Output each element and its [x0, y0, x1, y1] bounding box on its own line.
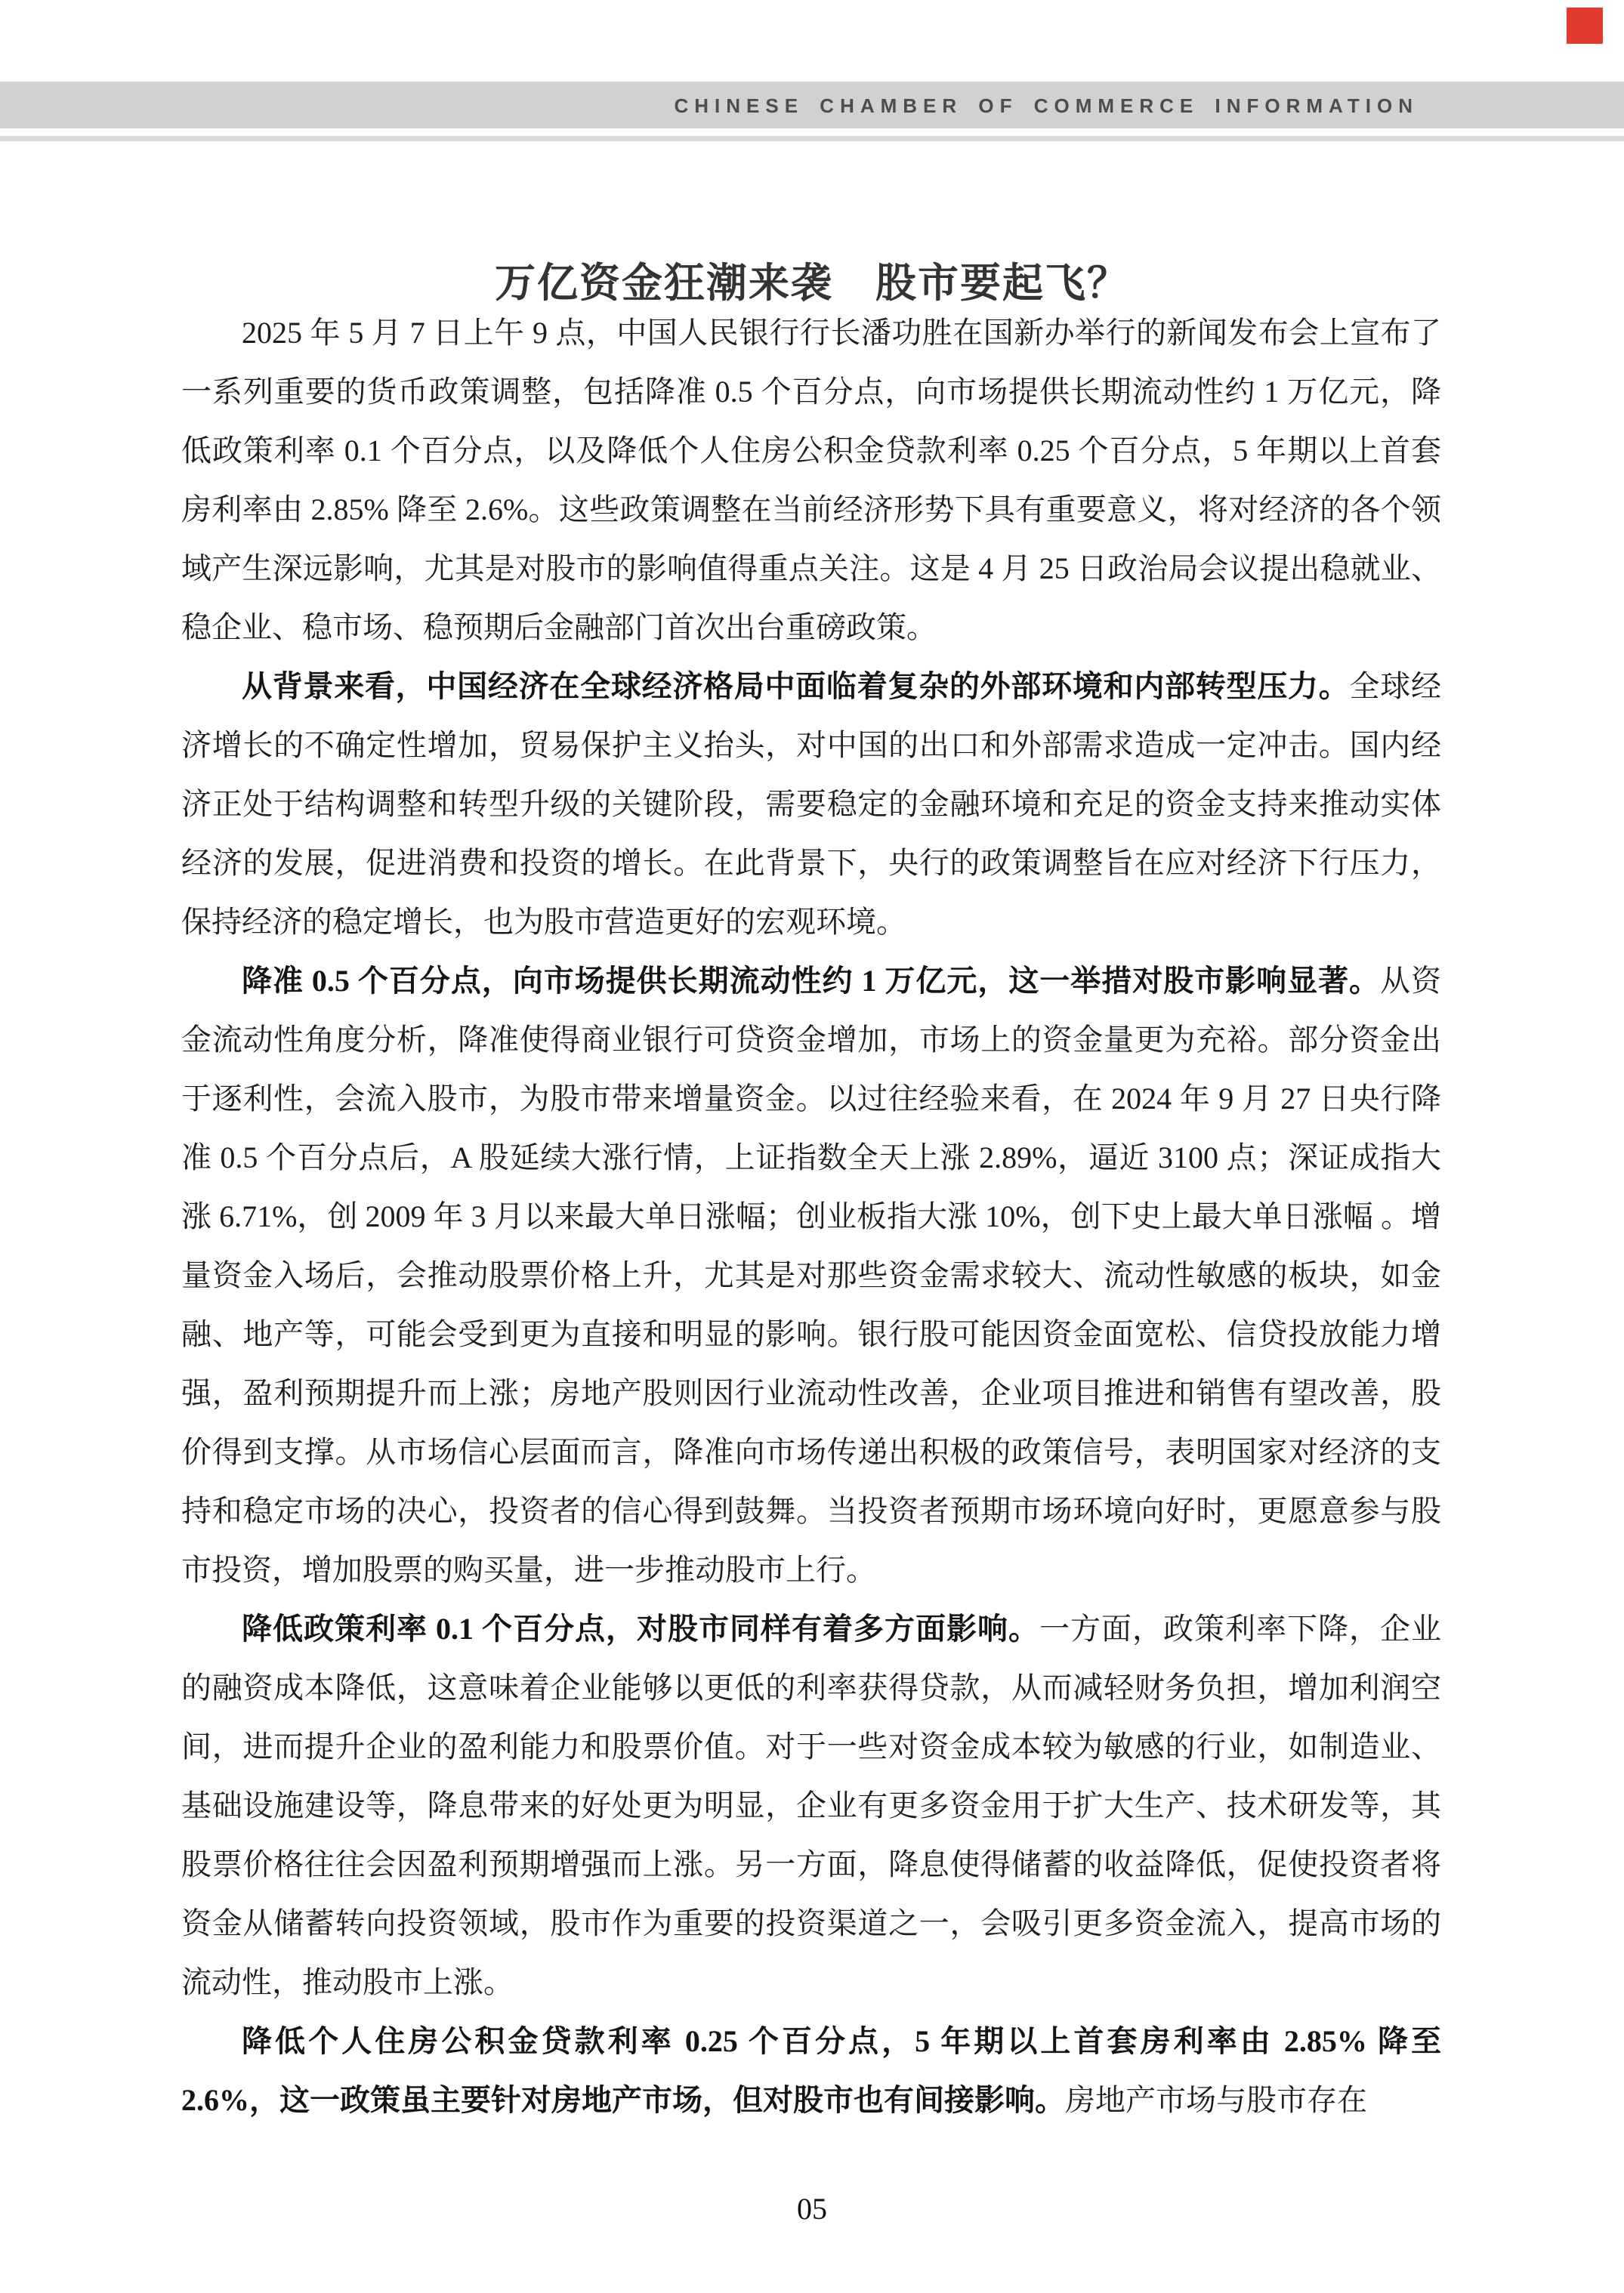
- article-body: [181, 304, 1441, 2130]
- banner-divider-line: [0, 136, 1624, 141]
- paragraph-text: 全球经济增长的不确定性增加，贸易保护主义抬头，对中国的出口和外部需求造成一定冲击。国内经济正处于结构调整和转型升级的关键阶段，需要稳定的金融环境和充足的资金支持来推动实体经济的发展，促进消费和投资的增长。在此背景下，央行的政策调整旨在应对经济下行压力，保持经济的稳定增长，也为股市营造更好的宏观环境。: [181, 669, 1442, 939]
- paragraph-text: 从资金流动性角度分析，降准使得商业银行可贷资金增加，市场上的资金量更为充裕。部分资金出于逐利性，会流入股市，为股市带来增量资金。以过往经验来看，在 2024 年 9 月 27 日央行降准 0.5 个百分点后，A 股延续大涨行情，上证指数全天上涨 2.89%，逼近 3100 点；深证成指大涨 6.71%，创 2009 年 3 月以来最大单日涨幅；创业板指大涨 10%，创下史上最大单日涨幅 。增量资金入场后，会推动股票价格上升，尤其是对那些资金需求较大、流动性敏感的板块，如金融、地产等，可能会受到更为直接和明显的影响。银行股可能因资金面宽松、信贷投放能力增强，盈利预期提升而上涨；房地产股则因行业流动性改善，企业项目推进和销售有望改善，股价得到支撑。从市场信心层面而言，降准向市场传递出积极的政策信号，表明国家对经济的支持和稳定市场的决心，投资者的信心得到鼓舞。当投资者预期市场环境向好时，更愿意参与股市投资，增加股票的购买量，进一步推动股市上行。: [181, 964, 1442, 1587]
- paragraph-intro: [181, 304, 1441, 657]
- paragraph-housing-fund-rate-cut: [181, 2012, 1441, 2130]
- header-banner: [0, 82, 1624, 128]
- paragraph-lead: 降低个人住房公积金贷款利率 0.25 个百分点，5 年期以上首套房利率由 2.85% 降至 2.6%，这一政策虽主要针对房地产市场，但对股市也有间接影响。: [181, 2024, 1441, 2117]
- paragraph-lead: 从背景来看，中国经济在全球经济格局中面临着复杂的外部环境和内部转型压力。: [242, 669, 1350, 703]
- page-number: 05: [797, 2192, 827, 2226]
- paragraph-text: 房地产市场与股市存在: [1065, 2083, 1367, 2117]
- banner-text: CHINESE CHAMBER OF COMMERCE INFORMATION: [674, 94, 1419, 117]
- paragraph-lead: 降准 0.5 个百分点，向市场提供长期流动性约 1 万亿元，这一举措对股市影响显著。: [242, 964, 1381, 998]
- article-title: 万亿资金狂潮来袭 股市要起飞？: [495, 261, 1129, 307]
- paragraph-rrr-cut: [181, 952, 1441, 1600]
- paragraph-background: [181, 657, 1441, 952]
- paragraph-text: 一方面，政策利率下降，企业的融资成本降低，这意味着企业能够以更低的利率获得贷款，从而减轻财务负担，增加利润空间，进而提升企业的盈利能力和股票价值。对于一些对资金成本较为敏感的行业，如制造业、基础设施建设等，降息带来的好处更为明显，企业有更多资金用于扩大生产、技术研发等，其股票价格往往会因盈利预期增强而上涨。另一方面，降息使得储蓄的收益降低，促使投资者将资金从储蓄转向投资领域，股市作为重要的投资渠道之一，会吸引更多资金流入，提高市场的流动性，推动股市上涨。: [181, 1612, 1441, 1999]
- paragraph-text: 2025 年 5 月 7 日上午 9 点，中国人民银行行长潘功胜在国新办举行的新闻发布会上宣布了一系列重要的货币政策调整，包括降准 0.5 个百分点，向市场提供长期流动性约 1 万亿元，降低政策利率 0.1 个百分点，以及降低个人住房公积金贷款利率 0.25 个百分点，5 年期以上首套房利率由 2.85% 降至 2.6%。这些政策调整在当前经济形势下具有重要意义，将对经济的各个领域产生深远影响，尤其是对股市的影响值得重点关注。这是 4 月 25 日政治局会议提出稳就业、稳企业、稳市场、稳预期后金融部门首次出台重磅政策。: [181, 316, 1441, 644]
- paragraph-policy-rate-cut: [181, 1600, 1441, 2012]
- paragraph-lead: 降低政策利率 0.1 个百分点，对股市同样有着多方面影响。: [242, 1612, 1039, 1646]
- red-accent-square: [1567, 8, 1603, 44]
